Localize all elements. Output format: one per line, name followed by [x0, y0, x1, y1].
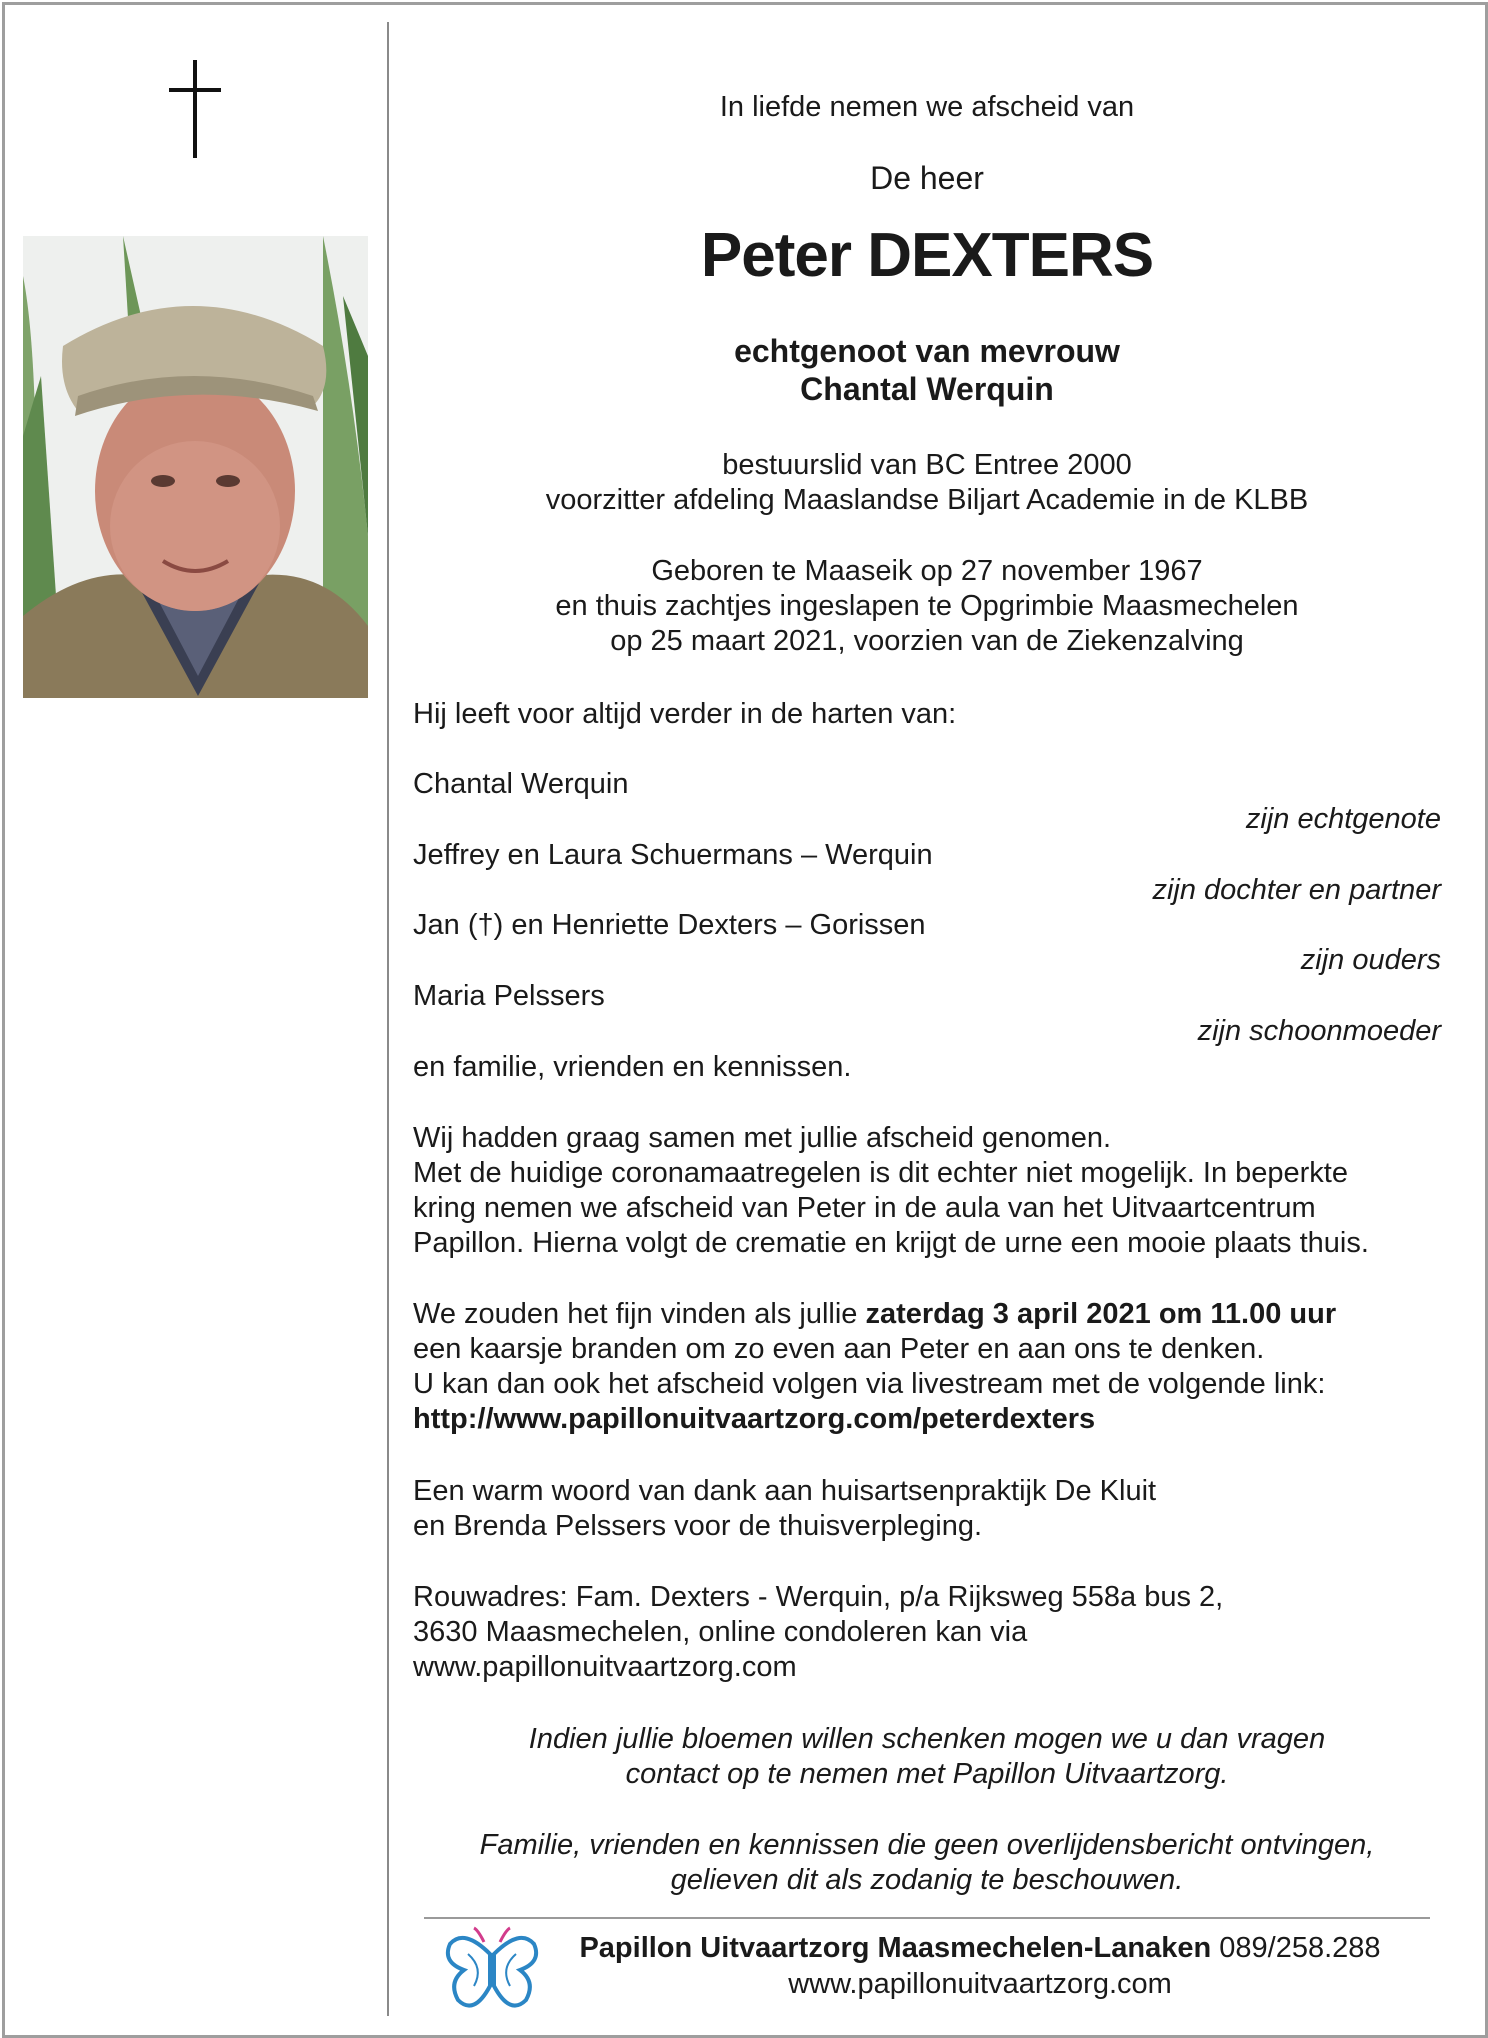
cross-icon: [165, 60, 225, 160]
notice-line: gelieven dit als zodanig te beschouwen.: [670, 1864, 1184, 1896]
deceased-name: Peter DEXTERS: [700, 221, 1154, 290]
family-relation: zijn schoonmoeder: [1197, 1015, 1441, 1047]
address-paragraph: [413, 1580, 1441, 1685]
company-website[interactable]: www.papillonuitvaartzorg.com: [788, 1968, 1172, 2000]
flowers-line: contact op te nemen met Papillon Uitvaartzorg.: [625, 1758, 1229, 1790]
candle-prefix: We zouden het fijn vinden als jullie: [413, 1298, 866, 1330]
candle-line: U kan dan ook het afscheid volgen via livestream met de volgende link:: [413, 1368, 1326, 1400]
title-prefix: De heer: [870, 160, 984, 196]
death-line: op 25 maart 2021, voorzien van de Ziekenzalving: [610, 625, 1244, 657]
family-relation: zijn dochter en partner: [1152, 874, 1441, 906]
family-outro: en familie, vrienden en kennissen.: [413, 1051, 852, 1083]
butterfly-logo-icon: [444, 1924, 540, 2016]
spouse-name: Chantal Werquin: [800, 371, 1054, 407]
hearts-intro: Hij leeft voor altijd verder in de harten van:: [413, 698, 957, 730]
company-name: Papillon Uitvaartzorg Maasmechelen-Lanaken: [579, 1932, 1212, 1964]
family-name: Jeffrey en Laura Schuermans – Werquin: [413, 839, 933, 871]
candle-date: zaterdag 3 april 2021 om 11.00 uur: [865, 1298, 1337, 1330]
thanks-paragraph: [413, 1474, 1441, 1544]
farewell-line: Papillon. Hierna volgt de crematie en krijgt de urne een mooie plaats thuis.: [413, 1227, 1369, 1259]
notice-note: [413, 1828, 1441, 1898]
candle-line: een kaarsje branden om zo even aan Peter en aan ons te denken.: [413, 1333, 1265, 1365]
role-line: voorzitter afdeling Maaslandse Biljart Academie in de KLBB: [545, 484, 1309, 516]
address-line: 3630 Maasmechelen, online condoleren kan via: [413, 1616, 1028, 1648]
roles-block: [413, 448, 1441, 518]
livestream-link[interactable]: [413, 1402, 1441, 1437]
family-relation: zijn ouders: [1300, 944, 1441, 976]
family-relation: zijn echtgenote: [1245, 803, 1441, 835]
flowers-line: Indien jullie bloemen willen schenken mogen we u dan vragen: [528, 1723, 1326, 1755]
notice-line: Familie, vrienden en kennissen die geen overlijdensbericht ontvingen,: [479, 1829, 1375, 1861]
flowers-note: [413, 1722, 1441, 1792]
portrait-photo: [23, 236, 368, 698]
footer-divider: [424, 1917, 1430, 1919]
spouse-block: [413, 332, 1441, 408]
column-divider: [387, 22, 389, 2016]
thanks-line: en Brenda Pelssers voor de thuisverpleging.: [413, 1510, 983, 1542]
family-name: Maria Pelssers: [413, 980, 605, 1012]
spouse-line: echtgenoot van mevrouw: [734, 333, 1120, 369]
birth-line: Geboren te Maaseik op 27 november 1967: [651, 555, 1203, 587]
role-line: bestuurslid van BC Entree 2000: [722, 449, 1132, 481]
candle-paragraph: [413, 1297, 1441, 1437]
address-line: Rouwadres: Fam. Dexters - Werquin, p/a Rijksweg 558a bus 2,: [413, 1581, 1224, 1613]
thanks-line: Een warm woord van dank aan huisartsenpraktijk De Kluit: [413, 1475, 1157, 1507]
funeral-home-footer: [560, 1930, 1400, 2002]
birth-death-block: [413, 554, 1441, 659]
candle-line: [413, 1297, 1441, 1332]
company-phone[interactable]: 089/258.288: [1219, 1932, 1381, 1964]
farewell-paragraph: [413, 1121, 1441, 1261]
farewell-line: kring nemen we afscheid van Peter in de aula van het Uitvaartcentrum: [413, 1192, 1316, 1224]
farewell-line: Wij hadden graag samen met jullie afscheid genomen.: [413, 1122, 1112, 1154]
family-name: Chantal Werquin: [413, 768, 629, 800]
death-line: en thuis zachtjes ingeslapen te Opgrimbie Maasmechelen: [555, 590, 1299, 622]
livestream-link-text[interactable]: http://www.papillonuitvaartzorg.com/peterdexters: [413, 1403, 1096, 1435]
intro-text: In liefde nemen we afscheid van: [719, 91, 1135, 123]
farewell-line: Met de huidige coronamaatregelen is dit echter niet mogelijk. In beperkte: [413, 1157, 1348, 1189]
footer-company-line: [560, 1930, 1400, 1966]
condolence-link[interactable]: www.papillonuitvaartzorg.com: [413, 1651, 797, 1683]
family-name: Jan (†) en Henriette Dexters – Gorissen: [413, 909, 926, 941]
